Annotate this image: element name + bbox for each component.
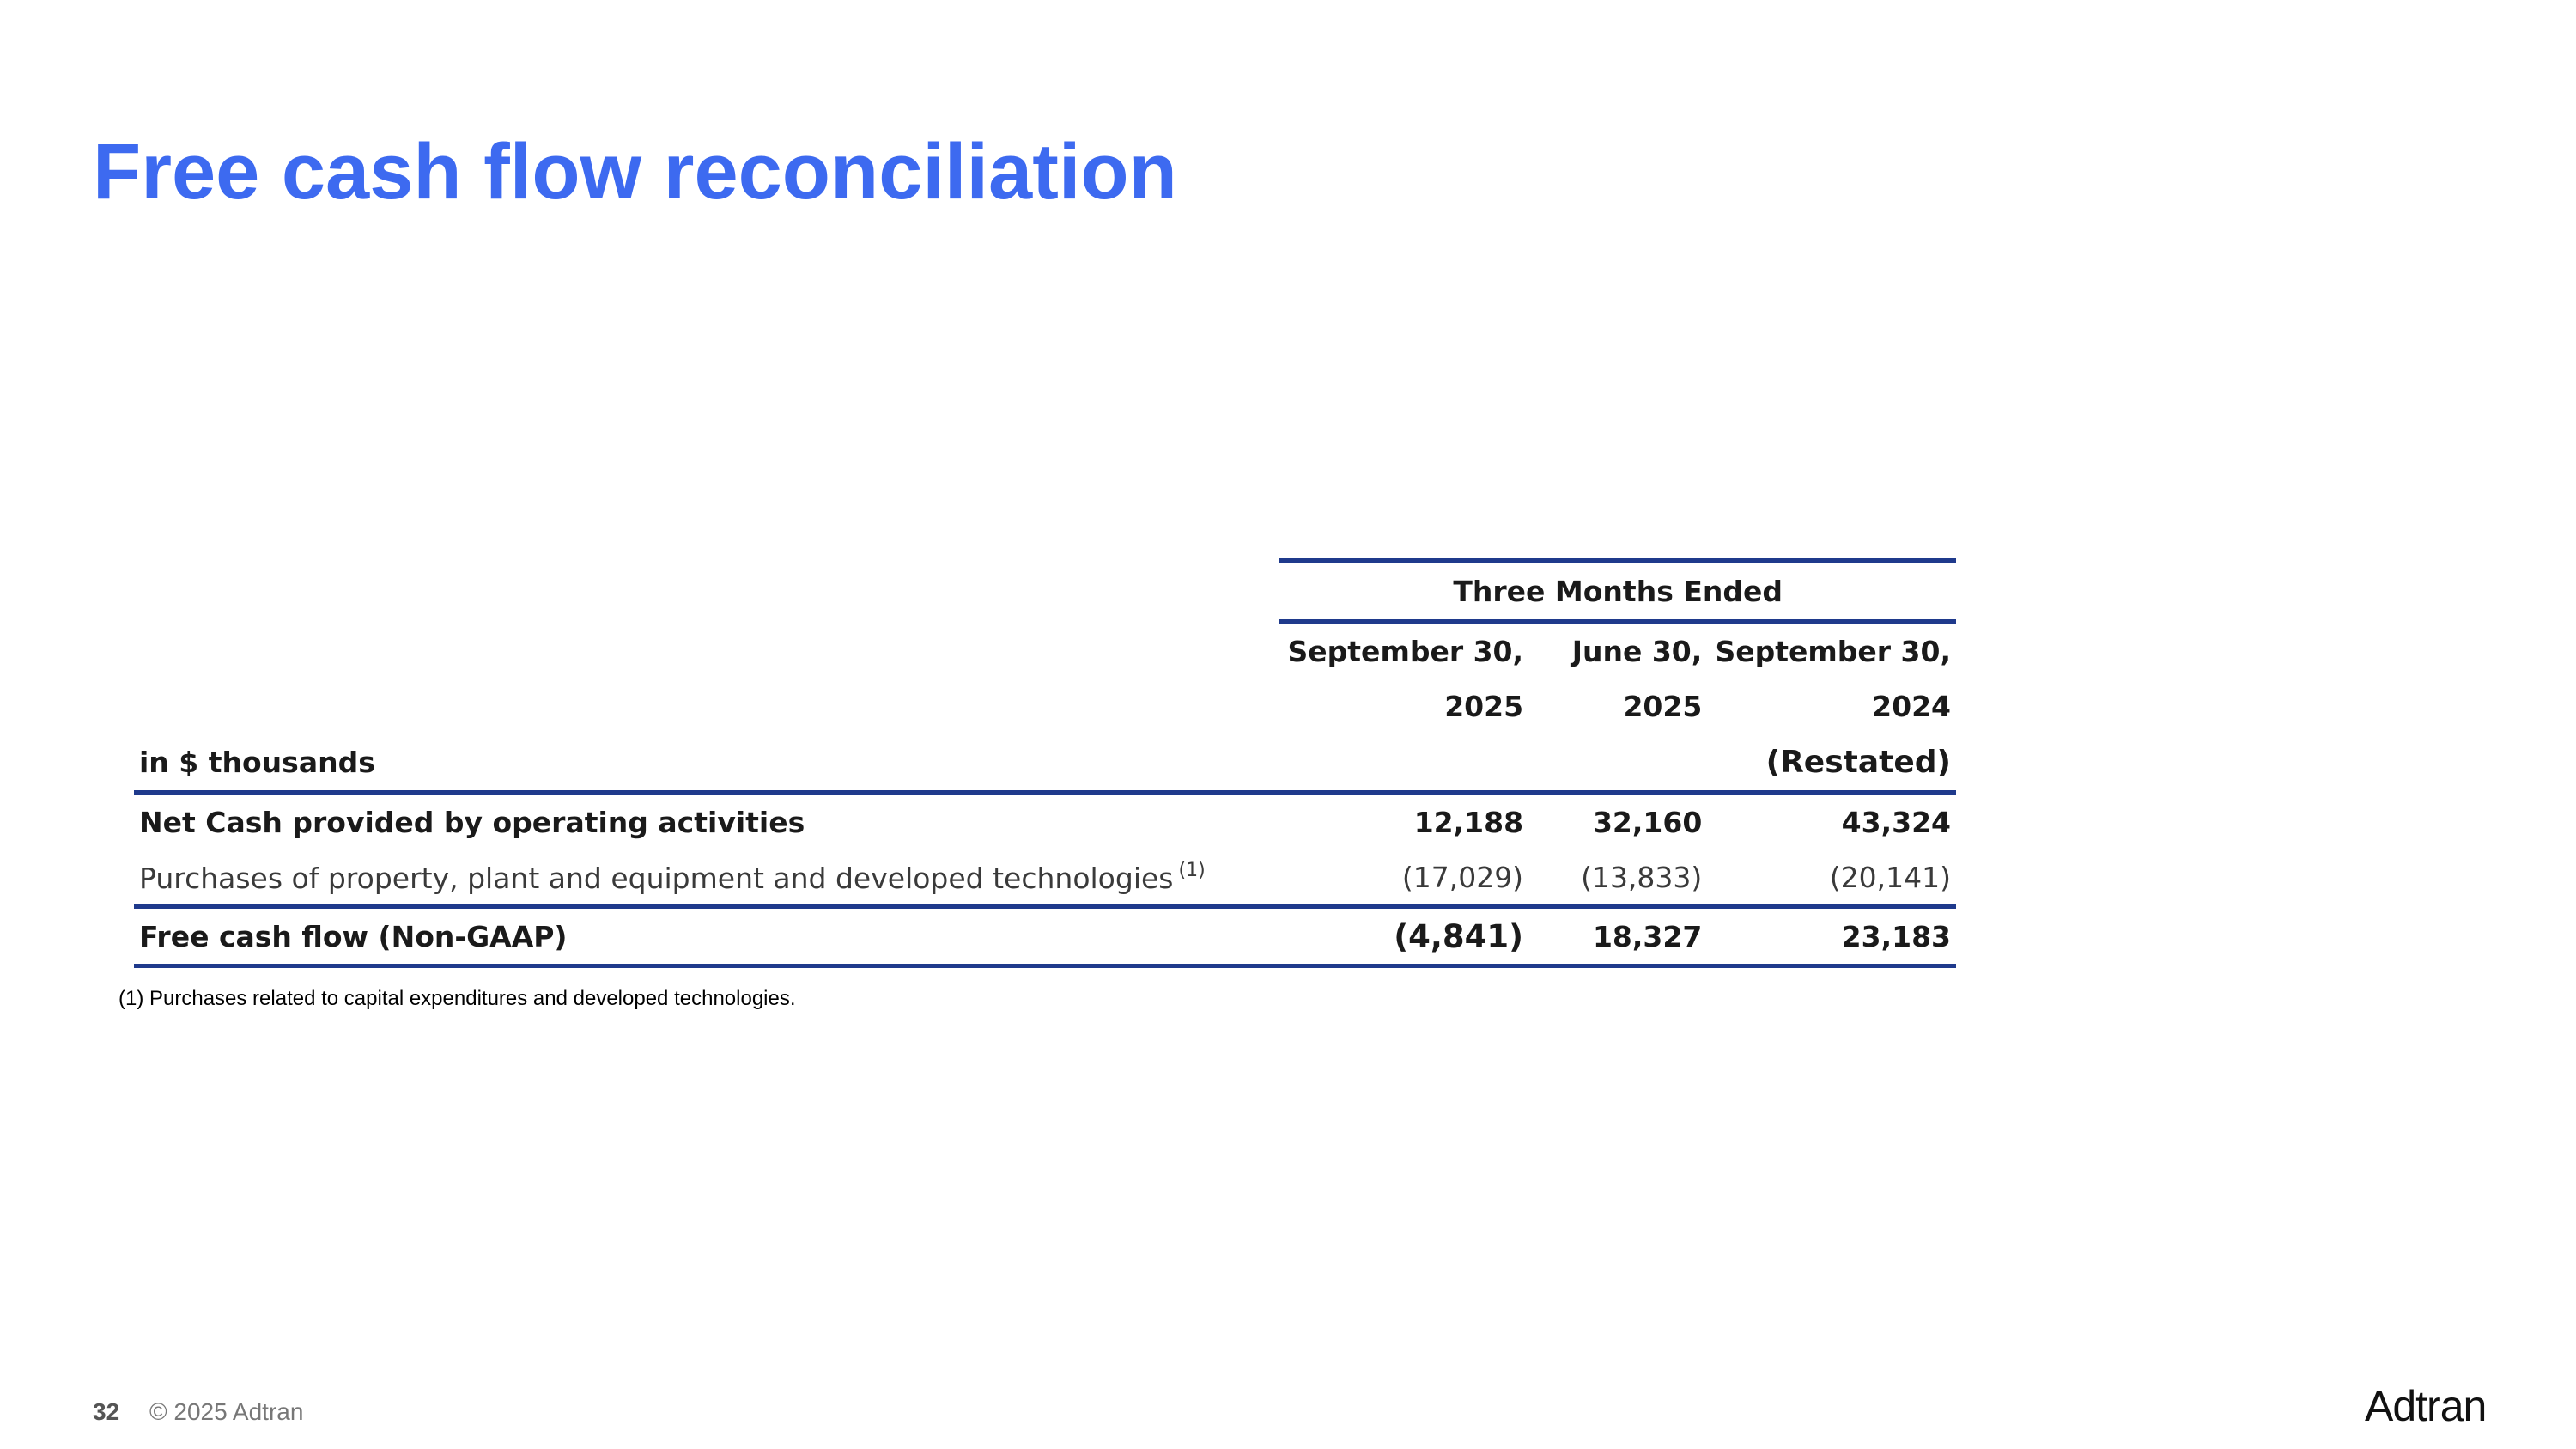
free-cash-flow-table — [134, 558, 1956, 968]
three-months-ended-header: Three Months Ended — [1279, 561, 1956, 622]
value-cell: (20,141) — [1829, 860, 1951, 894]
column-header-sep-2024-line1: September 30, — [1715, 634, 1951, 668]
table-row-purchases — [134, 849, 1956, 907]
table-header-spacer — [134, 622, 1279, 679]
column-header-jun-2025-year: 2025 — [1623, 689, 1703, 723]
footnote: (1) Purchases related to capital expenditures and developed technologies. — [118, 987, 796, 1010]
row-label: Purchases of property, plant and equipment and developed technologies — [139, 861, 1174, 895]
column-header-sep-2025-year: 2025 — [1444, 689, 1524, 723]
value-cell: 43,324 — [1707, 793, 1956, 850]
slide-title: Free cash flow reconciliation — [93, 128, 1177, 216]
table-units-row — [134, 734, 1956, 793]
logo-wordmark: Adtran — [2365, 1382, 2487, 1430]
page-number: 32 — [93, 1398, 120, 1425]
units-spacer — [1279, 734, 1528, 793]
row-label: Free cash flow (Non-GAAP) — [134, 907, 1279, 966]
copyright-text: © 2025 Adtran — [149, 1398, 304, 1425]
column-header-jun-2025-line1: June 30, — [1571, 634, 1703, 668]
adtran-logo — [2365, 1379, 2502, 1433]
table-row-operating-cash — [134, 793, 1956, 850]
value-cell: 32,160 — [1528, 793, 1707, 850]
value-cell: (17,029) — [1401, 860, 1524, 894]
table-column-year-row — [134, 679, 1956, 734]
column-header-sep-2025-line1: September 30, — [1287, 634, 1524, 668]
table-header-spacer — [134, 679, 1279, 734]
footnote-marker: (1) — [1178, 859, 1206, 881]
restated-label: (Restated) — [1765, 744, 1951, 780]
value-cell: (4,841) — [1279, 907, 1528, 966]
value-cell: (13,833) — [1581, 860, 1703, 894]
table-corner-cell — [134, 561, 1279, 622]
table-row-free-cash-flow — [134, 907, 1956, 966]
value-cell: 23,183 — [1707, 907, 1956, 966]
row-label-cell — [134, 849, 1279, 907]
units-label: in $ thousands — [139, 745, 375, 779]
units-spacer — [1528, 734, 1707, 793]
value-cell: 18,327 — [1528, 907, 1707, 966]
table-group-header-row — [134, 561, 1956, 622]
value-cell: 12,188 — [1279, 793, 1528, 850]
column-header-sep-2024-year: 2024 — [1872, 689, 1951, 723]
table-column-header-row — [134, 622, 1956, 679]
row-label: Net Cash provided by operating activities — [134, 793, 1279, 850]
